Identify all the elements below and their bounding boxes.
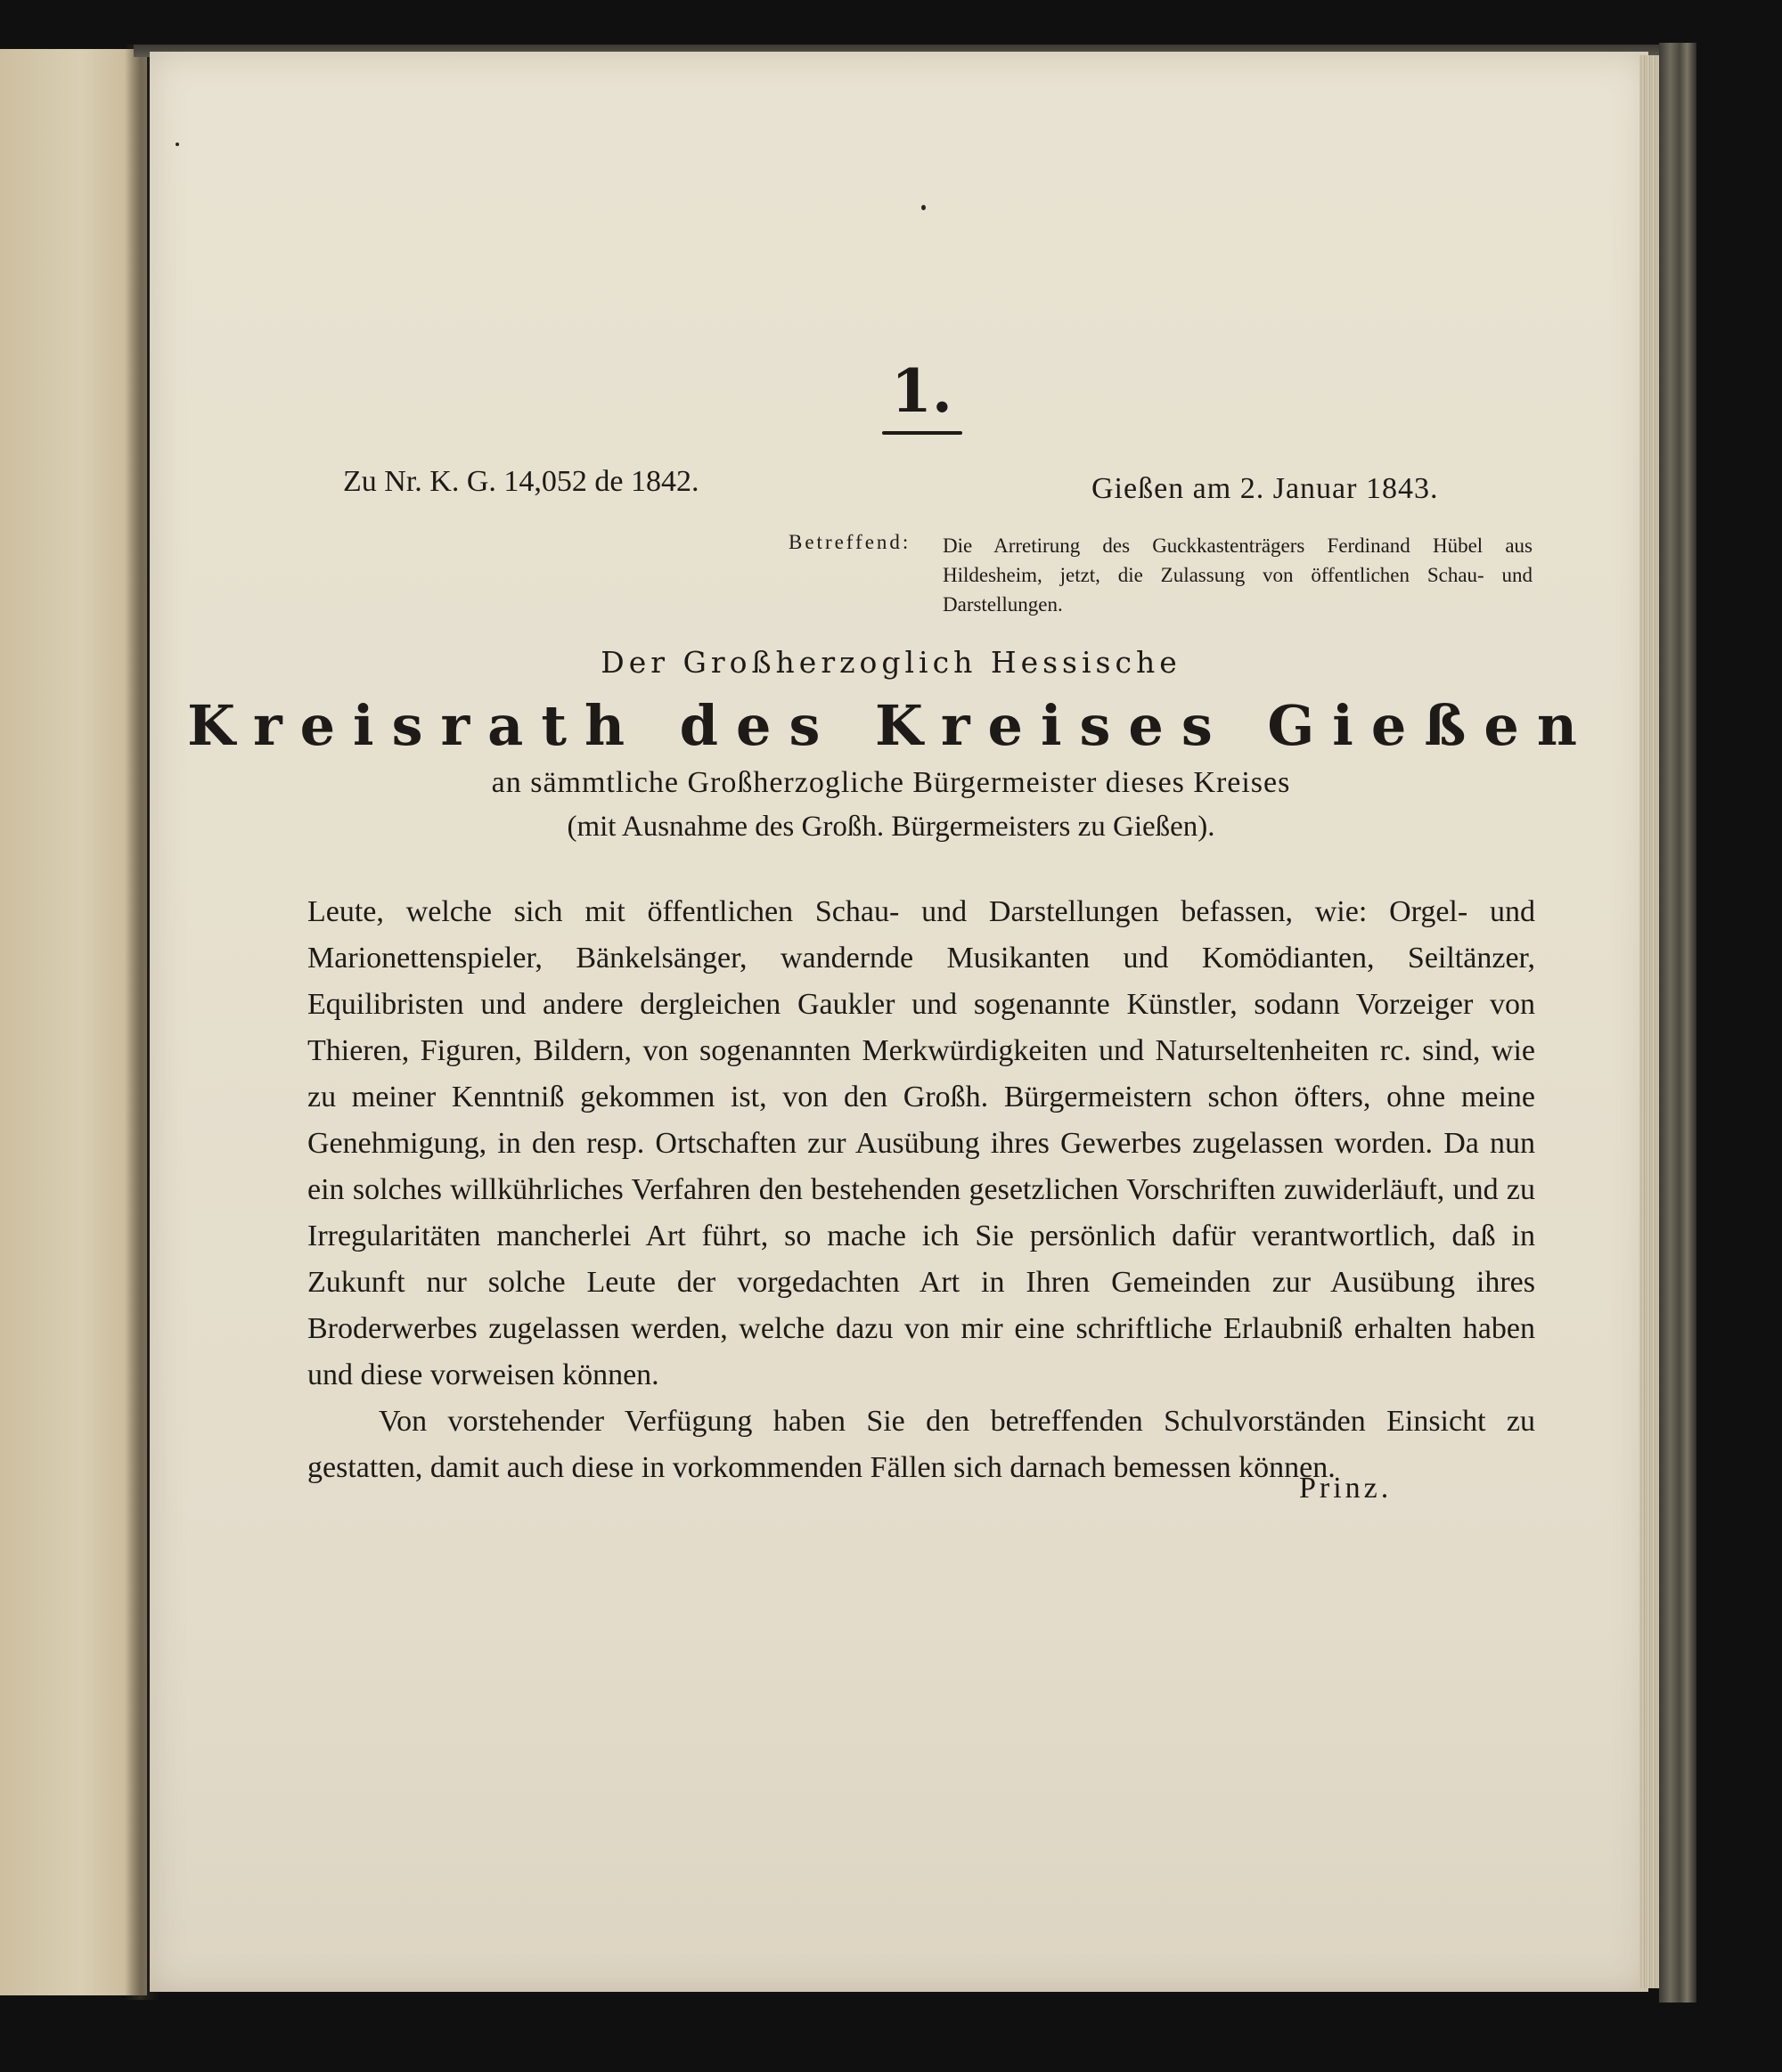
heading-addressees: an sämmtliche Großherzogliche Bürgermeister dieses Kreises <box>491 766 1291 799</box>
heading-title: Kreisrath des Kreises Gießen <box>187 693 1595 758</box>
document-number: 1. <box>891 356 952 426</box>
place-date: Gießen am 2. Januar 1843. <box>1091 472 1439 505</box>
ink-speck <box>921 205 926 210</box>
heading-authority: Der Großherzoglich Hessische <box>601 645 1181 680</box>
signature: Prinz. <box>1299 1472 1393 1505</box>
subject-text: Die Arretirung des Guckkastenträgers Ferdinand Hübel aus Hildesheim, jetzt, die Zulassung von öffentlichen Schau- und Darstellungen. <box>943 534 1533 616</box>
book-cover-edge <box>1659 43 1696 2003</box>
paragraph-instruction: Von vorstehender Verfügung haben Sie den betreffenden Schulvorständen Einsicht zu gestatten, damit auch diese in vorkommenden Fällen sich darnach bemessen können. <box>307 1405 1535 1484</box>
document-body <box>307 889 1535 1491</box>
paragraph-main: Leute, welche sich mit öffentlichen Schau- und Darstellungen befassen, wie: Orgel- und Marionettenspieler, Bänkelsänger, wandernde Musikanten und Komödianten, Seiltänzer, Equilibristen und andere dergleichen Gaukler und sogenannte Künstler, sodann Vorzeiger von Thieren, Figuren, Bildern, von sogenannten Merkwürdigkeiten und Naturseltenheiten rc. sind, wie zu meiner Kenntniß gekommen ist, von den Großh. Bürgermeistern schon öfters, ohne meine Genehmigung, in den resp. Ortschaften zur Ausübung ihres Gewerbes zugelassen worden. Da nun ein solches willkührliches Verfahren den bestehenden gesetzlichen Vorschriften zuwiderläuft, und zu Irregularitäten mancherlei Art führt, so mache ich Sie persönlich dafür verantwortlich, daß in Zukunft nur solche Leute der vorgedachten Art in Ihren Gemeinden zur Ausübung ihres Broderwerbes zugelassen werden, welche dazu von mir eine schriftliche Erlaubniß erhalten haben und diese vorweisen können. <box>307 895 1535 1391</box>
subject-label: Betreffend: <box>789 531 911 553</box>
ink-speck <box>176 143 179 146</box>
number-underline <box>882 431 962 435</box>
reference-number: Zu Nr. K. G. 14,052 de 1842. <box>343 465 699 498</box>
heading-exception: (mit Ausnahme des Großh. Bürgermeisters zu Gießen). <box>567 811 1215 843</box>
